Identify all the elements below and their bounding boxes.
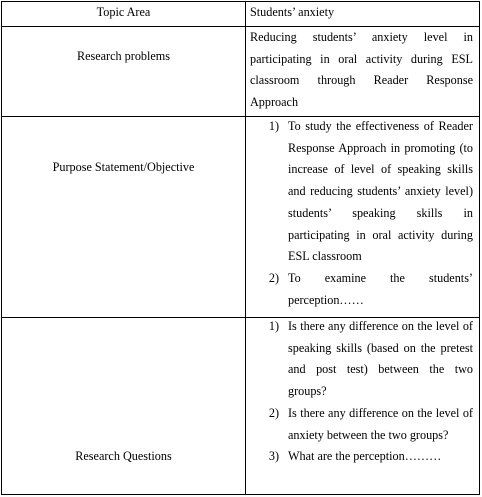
research-questions-cell — [247, 316, 477, 468]
row-label-research-questions: Research Questions — [75, 449, 172, 463]
row-label-research-problems: Research problems — [76, 49, 171, 63]
list-item-number: 1) — [268, 319, 279, 333]
list-item-text: Is there any difference on the level of speaking skills (based on the pretest and post test) between the two groups? — [288, 319, 473, 399]
list-item-text: To study the effectiveness of Reader Response Approach in promoting (to increase of level of speaking skills and reducing students’ anxiety level) students’ speaking skills in participating in oral activity during ESL classroom — [288, 119, 473, 264]
objectives-list — [250, 116, 473, 311]
list-item — [250, 403, 473, 446]
list-item — [250, 316, 473, 403]
header-topic-area: Topic Area — [96, 5, 151, 19]
list-item-number: 3) — [268, 449, 279, 464]
list-item — [250, 116, 473, 268]
list-item — [250, 446, 473, 468]
column-divider — [245, 1, 246, 495]
research-problem-cell — [247, 27, 477, 114]
list-item-number: 2) — [268, 270, 279, 285]
list-item-number: 1) — [268, 119, 279, 133]
header-students-anxiety: Students’ anxiety — [250, 5, 335, 19]
list-item-text: What are the perception……… — [288, 449, 442, 464]
objectives-cell — [247, 116, 477, 311]
list-item-text: To examine the students’ perception…… — [288, 270, 473, 307]
research-questions-list — [250, 316, 473, 468]
row-label-purpose-statement: Purpose Statement/Objective — [52, 160, 195, 174]
research-problem-text: Reducing students’ anxiety level in participating in oral activity during ESL classroom through Reader Response Approach — [250, 30, 473, 110]
list-item-number: 2) — [268, 405, 279, 420]
list-item — [250, 268, 473, 311]
list-item-text: Is there any difference on the level of anxiety between the two groups? — [288, 405, 473, 442]
